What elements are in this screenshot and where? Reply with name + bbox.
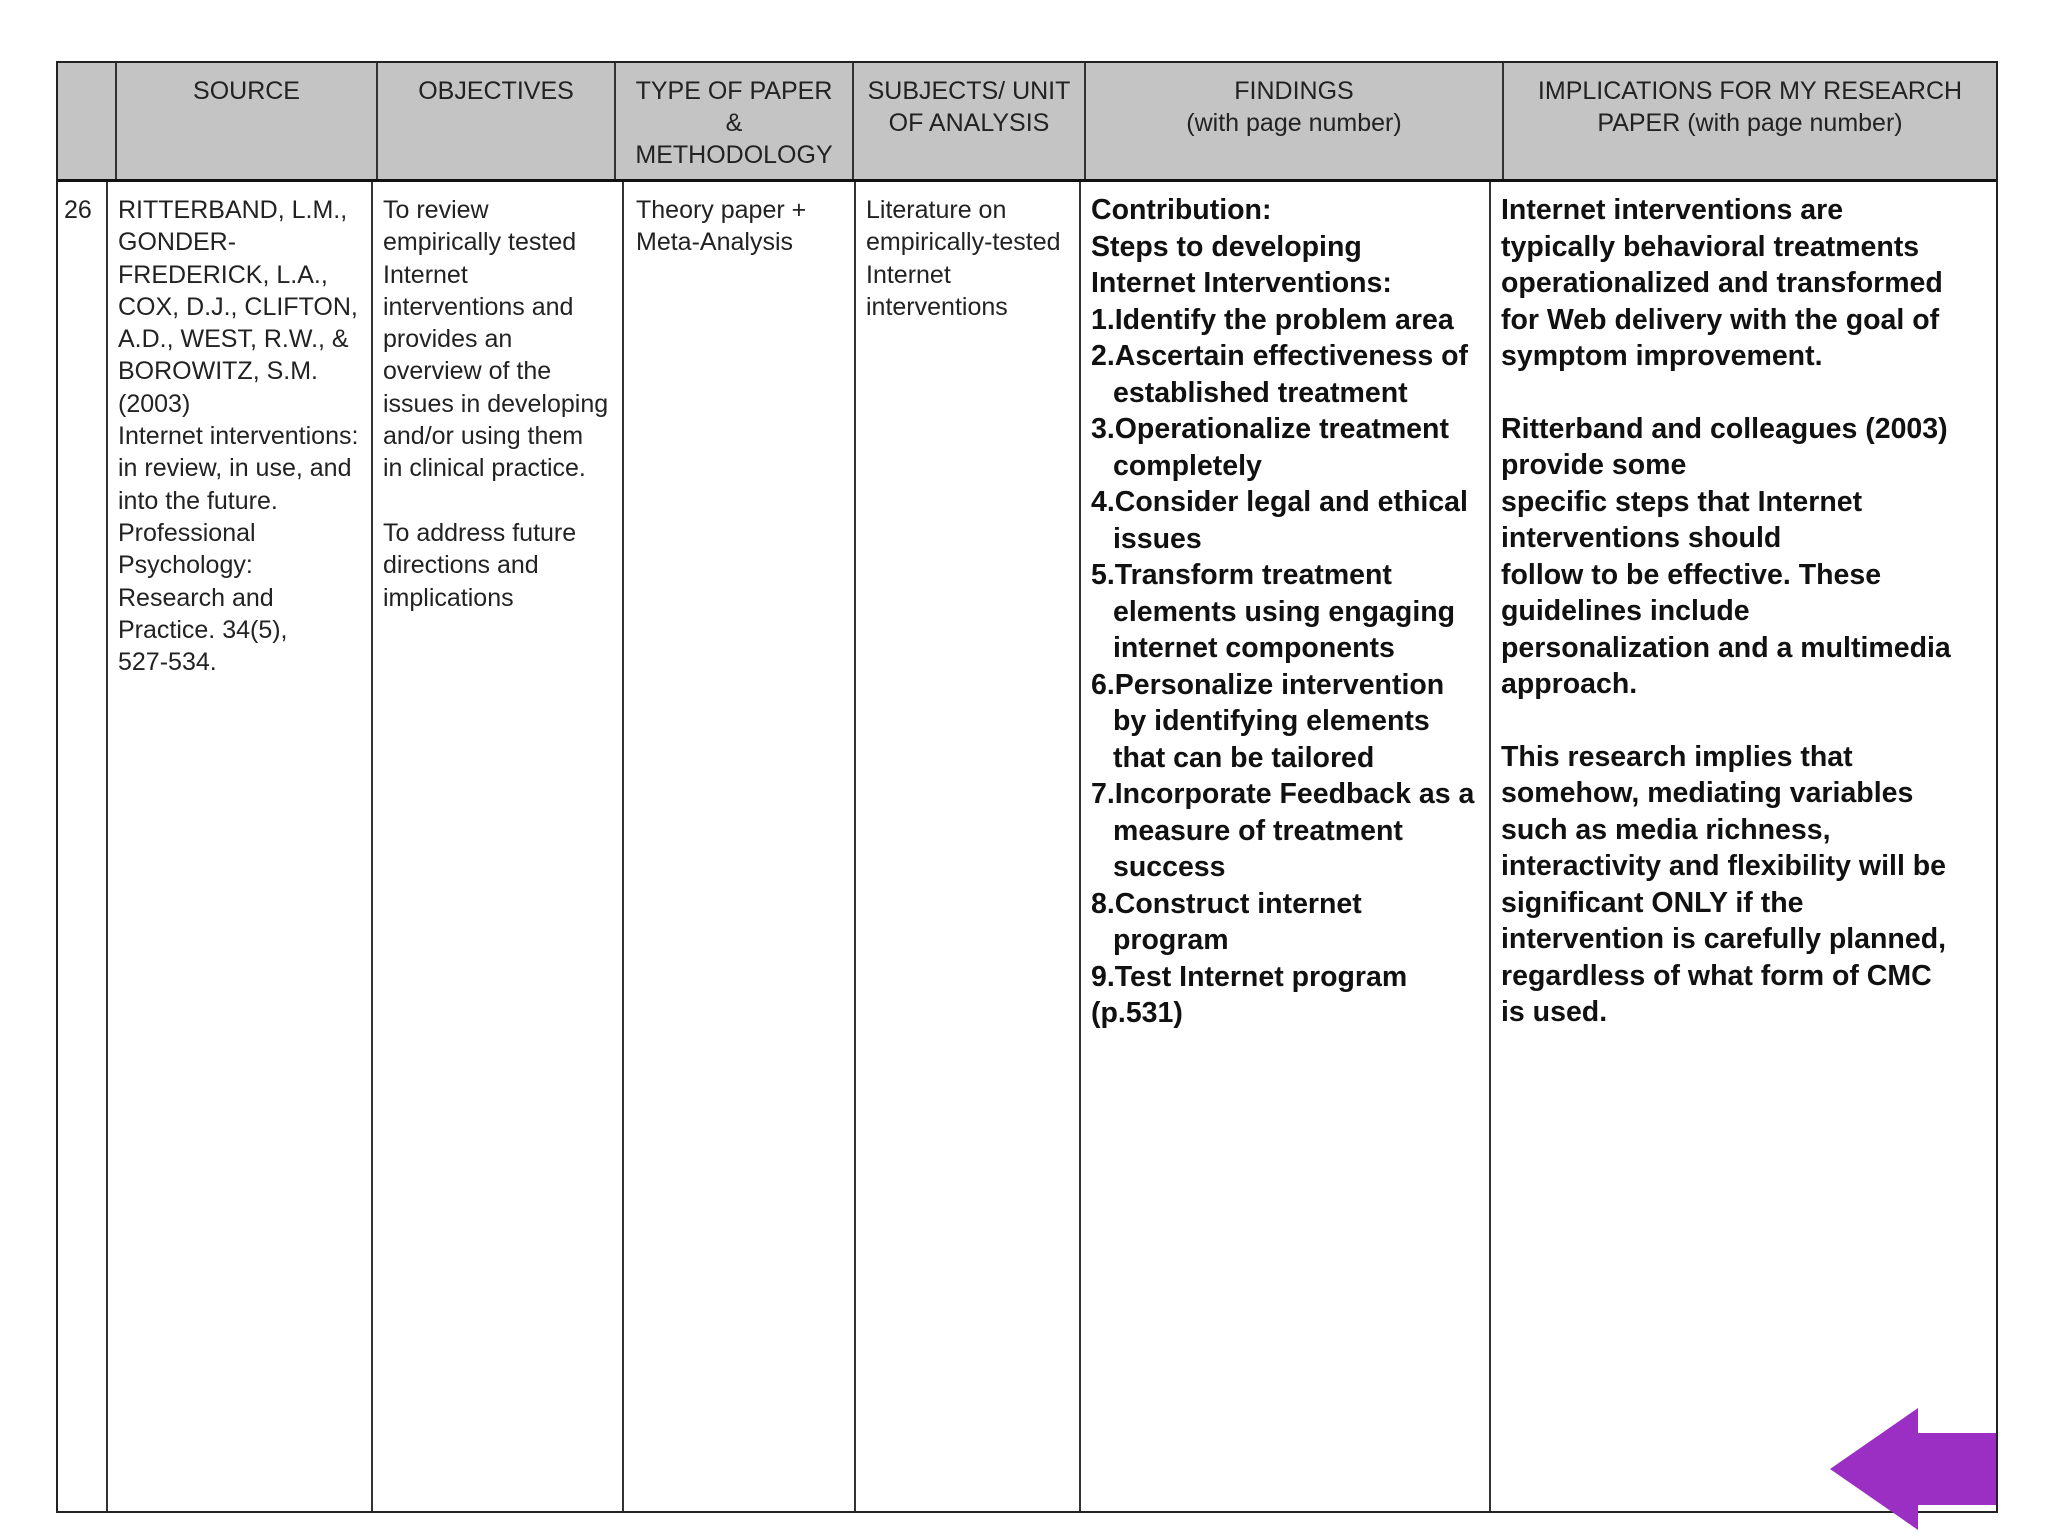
header-type-of-paper: TYPE OF PAPER & METHODOLOGY xyxy=(616,63,854,179)
literature-review-table xyxy=(56,61,1998,1513)
implications-paragraph-1: Internet interventions are typically behavioral treatments operationalized and transformed for Web delivery with the goal of symptom improvement. xyxy=(1501,194,1943,372)
source-cell: RITTERBAND, L.M., GONDER- FREDERICK, L.A., COX, D.J., CLIFTON, A.D., WEST, R.W., & BOROWITZ, S.M. (2003) Internet interventions: in review, in use, and into the future. Professional Psychology: Research and Practice. 34(5), 527-534. xyxy=(108,182,373,1511)
list-item: 6.Personalize intervention by identifying elements that can be tailored xyxy=(1091,668,1445,774)
findings-heading: Contribution: Steps to developing Internet Interventions: xyxy=(1091,194,1392,299)
header-source: SOURCE xyxy=(117,63,378,179)
list-item: 7.Incorporate Feedback as a measure of treatment success xyxy=(1091,778,1475,883)
objectives-cell: To review empirically tested Internet interventions and provides an overview of the issues in developing and/or using them in clinical practice. To address future directions and implications xyxy=(373,182,624,1511)
type-cell: Theory paper + Meta-Analysis xyxy=(624,182,856,1511)
list-item: 2.Ascertain effectiveness of established treatment xyxy=(1091,340,1468,409)
findings-cell xyxy=(1081,182,1491,1511)
list-item: 3.Operationalize treatment completely xyxy=(1091,413,1449,482)
header-implications: IMPLICATIONS FOR MY RESEARCH PAPER (with page number) xyxy=(1537,77,1963,137)
back-arrow-icon[interactable] xyxy=(1830,1408,1996,1530)
list-item: 1.Identify the problem area xyxy=(1091,303,1454,336)
header-objectives: OBJECTIVES xyxy=(378,63,616,179)
findings-steps-list xyxy=(1091,302,1485,996)
header-subjects: SUBJECTS/ UNIT OF ANALYSIS xyxy=(854,63,1086,179)
header-findings: FINDINGS (with page number) xyxy=(1086,63,1504,179)
list-item: 9.Test Internet program xyxy=(1091,960,1408,993)
implications-paragraph-2: Ritterband and colleagues (2003) provide some specific steps that Internet interventions should follow to be effective. These guidelines include personalization and a multimedia approach. xyxy=(1501,412,1951,700)
list-item: 5.Transform treatment elements using engaging internet components xyxy=(1091,559,1456,664)
header-number xyxy=(58,63,117,179)
table-header xyxy=(58,63,1996,182)
subjects-cell: Literature on empirically-tested Internet interventions xyxy=(856,182,1081,1511)
list-item: 4.Consider legal and ethical issues xyxy=(1091,486,1468,555)
findings-page-ref: (p.531) xyxy=(1091,997,1183,1029)
list-item: 8.Construct internet program xyxy=(1091,887,1362,956)
implications-cell xyxy=(1491,182,1996,1511)
row-number: 26 xyxy=(58,182,108,1511)
implications-paragraph-3: This research implies that somehow, mediating variables such as media richness, interactivity and flexibility will be significant ONLY if the intervention is carefully planned, regardless of what form of CMC is used. xyxy=(1501,740,1947,1028)
